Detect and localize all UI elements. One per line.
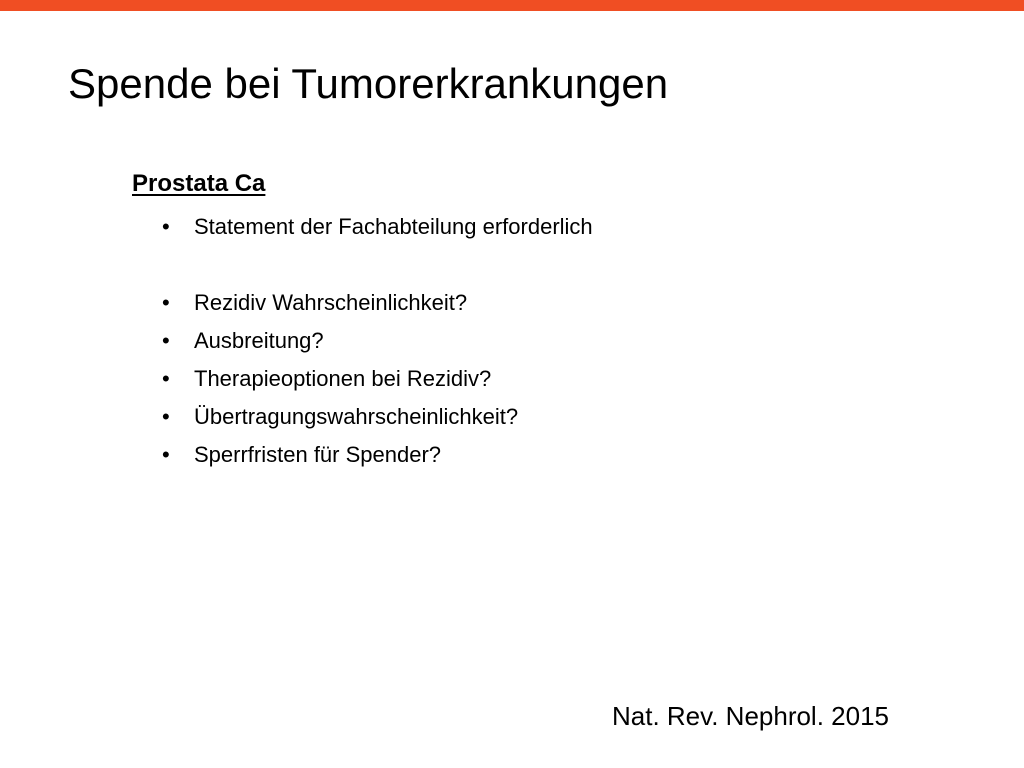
slide-title: Spende bei Tumorerkrankungen [68,60,669,107]
list-item [162,436,593,474]
list-item [162,398,593,436]
bullet-marker: • [162,328,170,353]
bullet-marker: • [162,366,170,391]
bullet-text: Sperrfristen für Spender? [194,442,442,467]
bullet-text: Übertragungswahrscheinlichkeit? [194,404,519,429]
bullet-text: Therapieoptionen bei Rezidiv? [194,366,492,391]
citation: Nat. Rev. Nephrol. 2015 [612,701,889,731]
list-item [162,322,593,360]
bullet-text: Ausbreitung? [194,328,324,353]
bullet-marker: • [162,214,170,239]
bullet-marker: • [162,442,170,467]
bullet-marker: • [162,290,170,315]
list-item [162,360,593,398]
accent-top-bar [0,0,1024,11]
bullet-text: Statement der Fachabteilung erforderlich [194,214,593,239]
bullet-list [162,208,593,474]
section-heading: Prostata Ca [132,170,266,197]
bullet-text: Rezidiv Wahrscheinlichkeit? [194,290,468,315]
list-item [162,208,593,246]
list-item [162,284,593,322]
bullet-marker: • [162,404,170,429]
